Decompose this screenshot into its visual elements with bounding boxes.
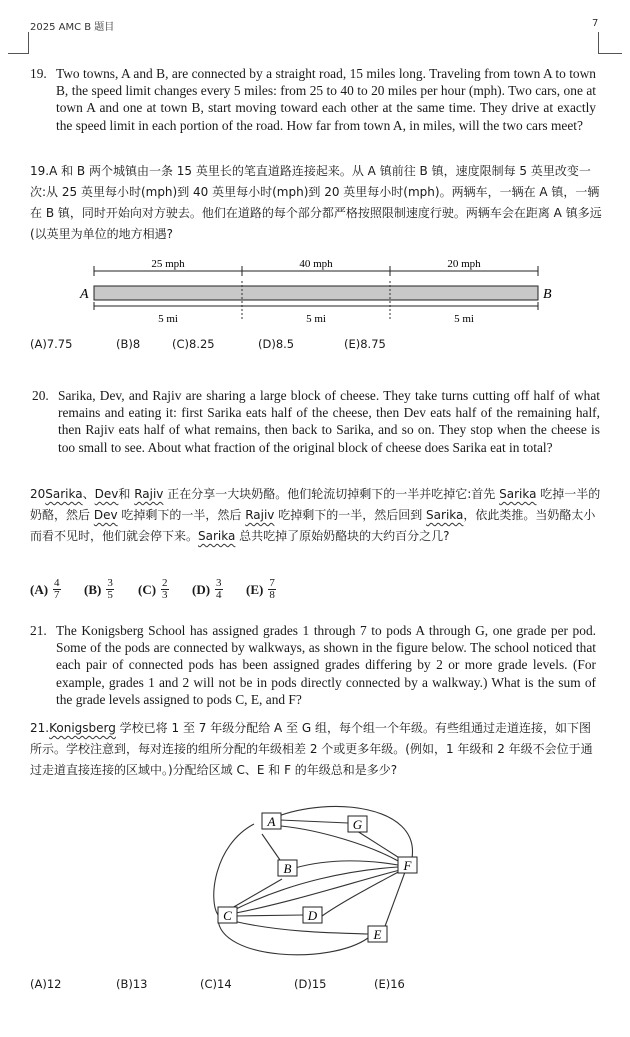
option-letter: (B) [84,581,102,597]
speed-label-3: 20 mph [447,258,481,270]
option-letter: (A) [30,581,49,597]
q20-english [32,387,600,456]
q19-option-b[interactable]: (B)8 [116,337,141,351]
walkway-g-f [357,831,401,859]
q19-option-c[interactable]: (C)8.25 [172,337,215,351]
q20-text-cn [30,484,602,547]
walkway-e-f [384,872,405,929]
cn-text: 和 [118,487,135,501]
q21-text-cn [30,718,602,781]
pod-e-label: E [373,927,382,942]
walkway-c-f-1 [234,867,398,910]
cn-text: 正在分享一大块奶酪。他们轮流切掉剩下的一半并吃掉它:首先 [163,487,500,501]
town-b-label: B [543,287,552,302]
numerator: 3 [107,577,113,589]
pod-d-label: D [307,908,318,923]
distance-label-2: 5 mi [306,313,326,325]
q21-text-en: The Konigsberg School has assigned grades 1 through 7 to pods A through G, one grade per pod. Some of the pods are connected by walkways, as shown in the figure below. The school noticed that each pair of connected pods has been assigned grades differing by 2 or more grade levels. (For example, grades 1 and 2 will not be in pods directly connected by a walkway.) What is the sum of the grade levels assigned to pods C, E, and F? [56,623,596,707]
q19-number: 19. [30,66,47,81]
name-dev: Dev [93,508,118,522]
q19-option-d[interactable]: (D)8.5 [258,337,295,351]
numerator: 2 [162,577,168,589]
q20-text-en: Sarika, Dev, and Rajiv are sharing a large block of cheese. They take turns cutting off half of what remains and eating it: first Sarika eats half of the cheese, then Dev eats half of the remaining half, then Rajiv eats half of what remains, then back to Sarika, and so on. They stop when the cheese is too small to see. About what fraction of the original block of cheese does Sarika eat in total? [58,388,600,455]
cn-text: 21. [30,721,50,735]
walkway-c-e [233,921,368,934]
pod-b-label: B [283,861,292,876]
name-sarika: Sarika [499,487,537,501]
walkway-a-f-outer [276,807,412,858]
walkway-a-c [214,824,254,915]
pod-a-label: A [267,814,276,829]
q21-option-e[interactable]: (E)16 [374,977,405,991]
name-dev: Dev [94,487,119,501]
q21-option-d[interactable]: (D)15 [294,977,327,991]
distance-label-1: 5 mi [158,313,178,325]
q21-number: 21. [30,623,47,638]
walkway-a-f [281,826,400,862]
denominator: 8 [269,589,275,601]
q19-option-a[interactable]: (A)7.75 [30,337,73,351]
name-sarika: Sarika [198,529,236,543]
q20-option-e[interactable] [246,578,276,601]
road-bar [94,286,538,300]
speed-label-2: 40 mph [299,258,333,270]
numerator: 7 [269,577,275,589]
denominator: 4 [216,589,222,601]
cn-text: 、 [82,487,95,501]
crop-mark-right-h [598,53,622,54]
cn-text: 吃掉剩下的一半，然后 [117,508,246,522]
pod-g-label: G [352,817,363,832]
pod-f-label: F [403,858,412,873]
walkway-b-f [295,861,398,868]
name-rajiv: Rajiv [134,487,164,501]
option-letter: (E) [246,581,264,597]
q19-text-cn: 19.A 和 B 两个城镇由一条 15 英里长的笔直道路连接起来。从 A 镇前往 B 镇，速度限制每 5 英里改变一次:从 25 英里每小时(mph)到 40 英里每小时(mph)到 20 英里每小时(mph)。两辆车，一辆在 A 镇，一辆在 B 镇，同时开始向对方驶去。他们在道路的每个部分都严格按照限制速度行驶。两辆车会在距离 A 镇多远(以英里为单位的地方相遇? [30,164,602,241]
q19-option-e[interactable]: (E)8.75 [344,337,386,351]
name-sarika: Sarika [426,508,464,522]
denominator: 7 [54,589,60,601]
q19-text-en: Two towns, A and B, are connected by a straight road, 15 miles long. Traveling from town A to town B, the speed limit changes every 5 miles: from 25 to 40 to 20 miles per hour (mph). Two cars, one at town A and one at town B, start moving toward each other at the same time. They drive at exactly the speed limit in each portion of the road. How far from town A, in miles, will the two cars meet? [56,66,596,133]
name-konigsberg: Konigsberg [49,721,116,735]
numerator: 4 [54,577,60,589]
name-sarika: Sarika [45,487,83,501]
q21-english [30,622,596,708]
q20-option-c[interactable] [138,578,169,601]
distance-label-3: 5 mi [454,313,474,325]
cn-text: 20 [30,487,46,501]
walkway-c-d [236,915,304,916]
q20-option-d[interactable] [192,578,223,601]
q20-number: 20. [32,388,49,403]
speed-label-1: 25 mph [151,258,185,270]
numerator: 3 [216,577,222,589]
cn-text: 总共吃掉了原始奶酪块的大约百分之几? [235,529,450,543]
crop-mark-left-v [28,32,29,54]
q21-option-a[interactable]: (A)12 [30,977,62,991]
cn-text: 吃掉剩下的一半，然后回到 [274,508,427,522]
name-rajiv: Rajiv [245,508,275,522]
q21-pod-graph [0,800,630,960]
page-number: 7 [592,18,599,29]
q19-english [30,65,596,134]
walkway-c-e-outer [218,919,368,955]
crop-mark-left-h [8,53,29,54]
pod-c-label: C [223,908,232,923]
q21-option-c[interactable]: (C)14 [200,977,232,991]
q20-option-a[interactable] [30,578,61,601]
cn-text: ，依此类推。当奶酪太小而看不见时，他们就会停下来。 [30,508,596,543]
walkway-d-f [322,870,402,916]
option-letter: (D) [192,581,211,597]
walkway-a-b [262,834,280,860]
q20-option-b[interactable] [84,578,114,601]
crop-mark-right-v [598,32,599,54]
denominator: 5 [107,589,113,601]
q19-road-diagram [0,250,630,340]
q21-option-b[interactable]: (B)13 [116,977,148,991]
denominator: 3 [162,589,168,601]
town-a-label: A [80,287,89,302]
header-title: 2025 AMC B 题目 [30,22,115,33]
walkway-a-g [280,820,348,823]
cn-text: 吃掉一半的奶酪，然后 [30,487,601,522]
option-letter: (C) [138,581,157,597]
cn-text: 学校已将 1 至 7 年级分配给 A 至 G 组，每个组一个年级。有些组通过走道连接，如下图所示。学校注意到，每对连接的组所分配的年级相差 2 个或更多年级。(例如，1 年级和 2 年级不会位于通过走道直接连接的区域中。)分配给区域 C、E 和 F 的年级总和是多少? [30,721,593,777]
